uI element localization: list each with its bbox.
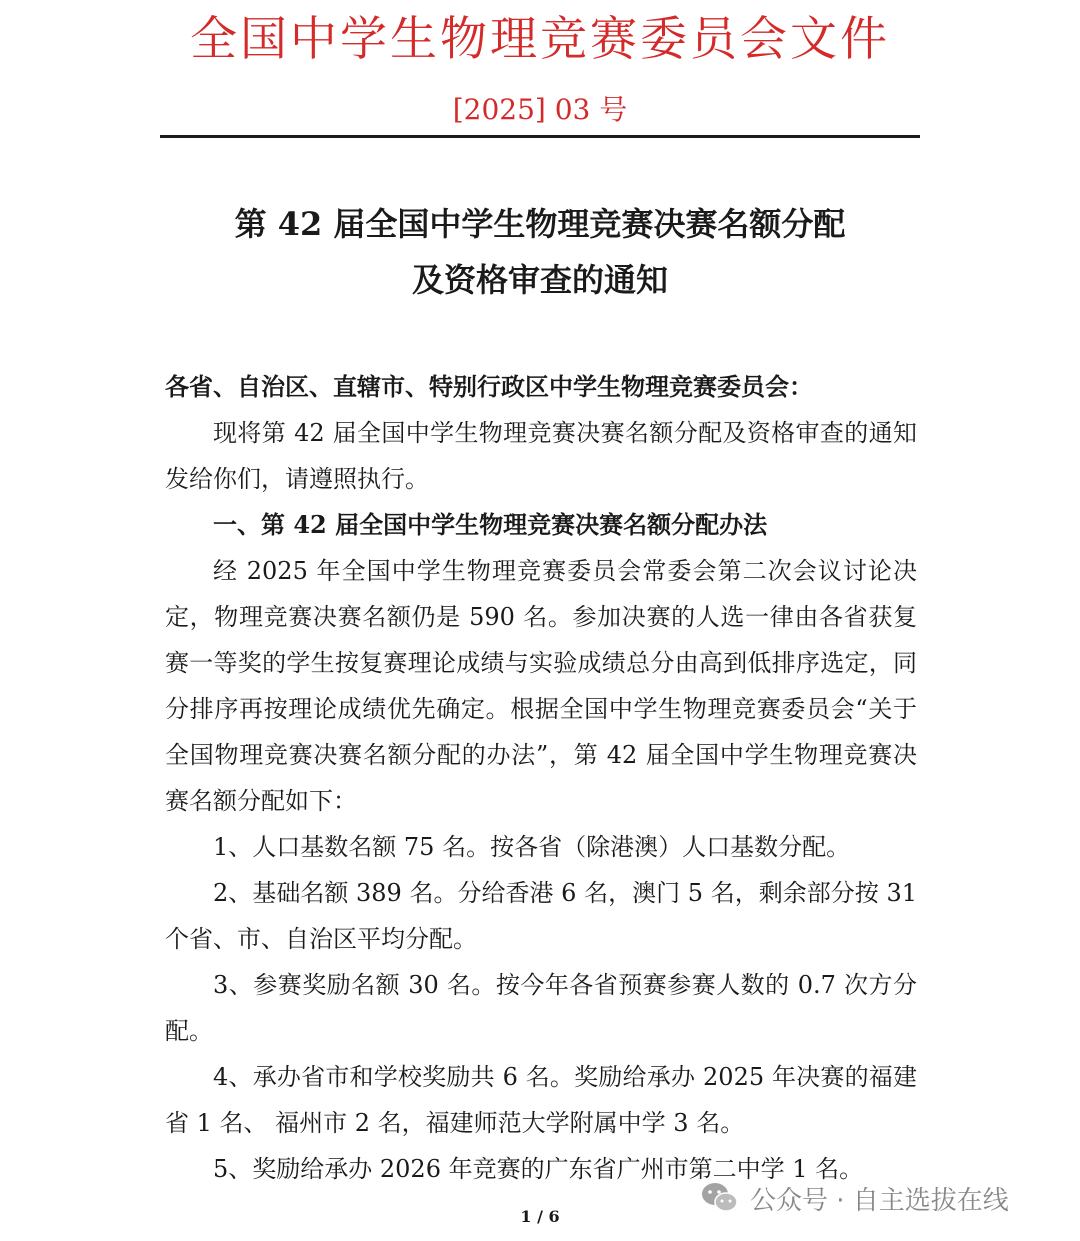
- list-item: 1、人口基数名额 75 名。按各省（除港澳）人口基数分配。: [213, 833, 851, 861]
- list-item: 4、承办省市和学校奖励共 6 名。奖励给承办 2025 年决赛的福建省 1 名、 福州市 2 名，福建师范大学附属中学 3 名。: [165, 1063, 917, 1137]
- organization-header: 全国中学生物理竞赛委员会文件: [190, 12, 890, 67]
- intro-paragraph: 现将第 42 届全国中学生物理竞赛决赛名额分配及资格审查的通知发给你们，请遵照执行。: [165, 419, 917, 493]
- document-number: [2025] 03 号: [452, 93, 628, 126]
- list-item: 3、参赛奖励名额 30 名。按今年各省预赛参赛人数的 0.7 次方分配。: [165, 971, 917, 1045]
- watermark: [700, 1176, 1060, 1220]
- document-title-line-2: 及资格审查的通知: [411, 261, 668, 299]
- section-1-heading: 一、第 42 届全国中学生物理竞赛决赛名额分配办法: [213, 510, 768, 539]
- document-title-line-1: 第 42 届全国中学生物理竞赛决赛名额分配: [234, 205, 846, 243]
- header-divider: [160, 135, 920, 138]
- list-item: 5、奖励给承办 2026 年竞赛的广东省广州市第二中学 1 名。: [213, 1155, 864, 1183]
- watermark-text: 公众号 · 自主选拔在线: [750, 1185, 1009, 1216]
- document-body: [165, 364, 917, 1192]
- page-number: 1 / 6: [520, 1207, 560, 1226]
- section-1-paragraph: 经 2025 年全国中学生物理竞赛委员会常委会第二次会议讨论决定，物理竞赛决赛名额仍是 590 名。参加决赛的人选一律由各省获复赛一等奖的学生按复赛理论成绩与实验成绩总分由高到低排序选定，同分排序再按理论成绩优先确定。根据全国中学生物理竞赛委员会“关于全国物理竞赛决赛名额分配的办法”，第 42 届全国中学生物理竞赛决赛名额分配如下：: [165, 557, 917, 815]
- wechat-icon: [700, 1180, 740, 1216]
- salutation: 各省、自治区、直辖市、特别行政区中学生物理竞赛委员会：: [165, 372, 813, 401]
- list-item: 2、基础名额 389 名。分给香港 6 名，澳门 5 名，剩余部分按 31 个省、市、自治区平均分配。: [165, 879, 917, 953]
